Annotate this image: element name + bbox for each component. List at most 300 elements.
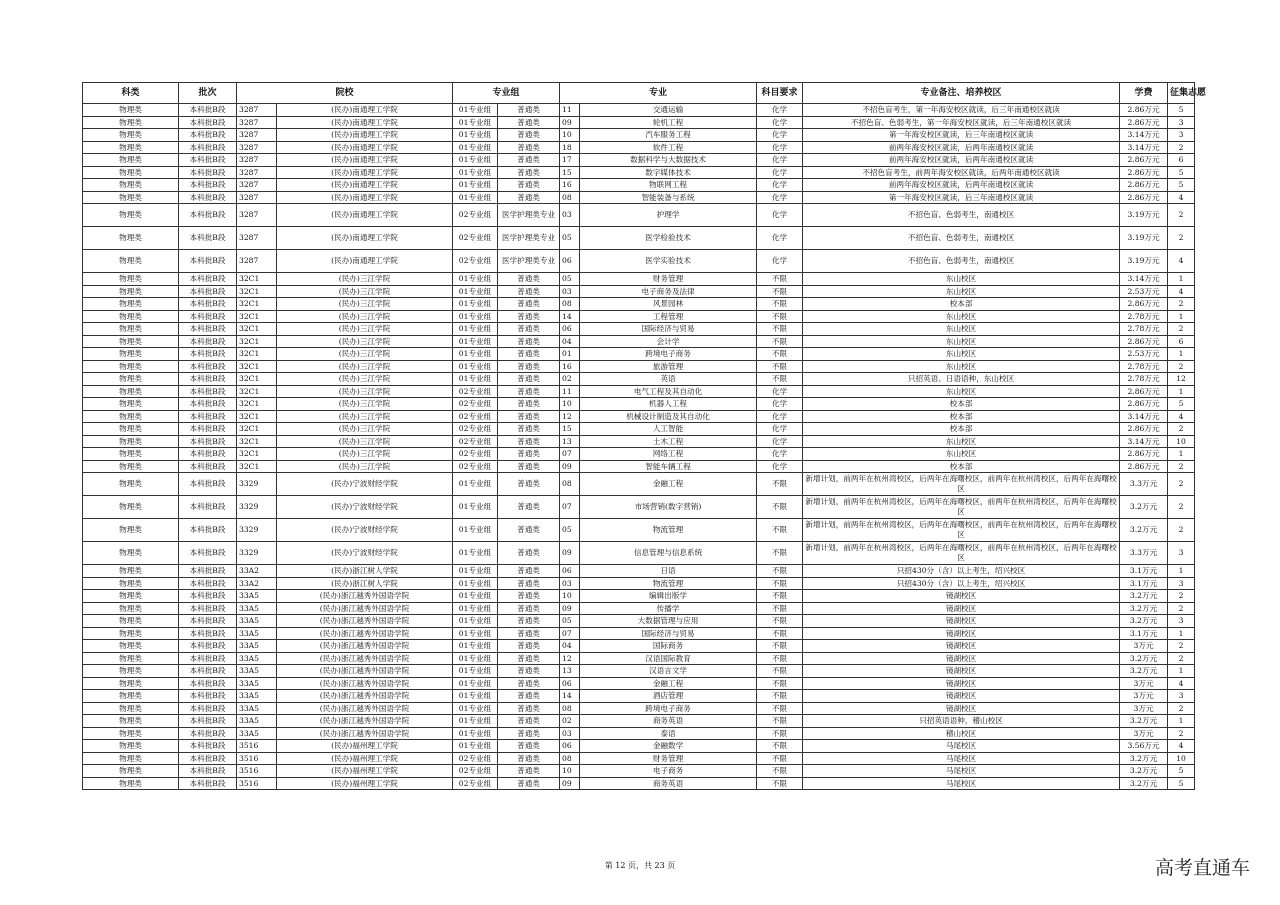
cell-tuition: 3.14万元 xyxy=(1120,435,1168,448)
cell-solicit-count: 2 xyxy=(1168,640,1195,653)
cell-tuition: 2.86万元 xyxy=(1120,298,1168,311)
cell-notes: 不招色盲、色弱考生，第一年海安校区就读，后三年南通校区就读 xyxy=(803,116,1120,129)
table-row xyxy=(83,360,1195,373)
cell-major-name: 物流管理 xyxy=(580,577,757,590)
cell-category: 物理类 xyxy=(83,652,179,665)
cell-subject-requirement: 不限 xyxy=(757,677,803,690)
cell-group: 01专业组 xyxy=(453,565,498,578)
cell-school-code: 33A2 xyxy=(237,565,277,578)
cell-school-name: (民办)浙江越秀外国语学院 xyxy=(277,640,453,653)
cell-school-name: (民办)三江学院 xyxy=(277,323,453,336)
cell-major-code: 09 xyxy=(560,602,580,615)
cell-group: 01专业组 xyxy=(453,677,498,690)
cell-group-type: 普通类 xyxy=(498,519,560,542)
cell-major-name: 金融工程 xyxy=(580,473,757,496)
cell-category: 物理类 xyxy=(83,166,179,179)
cell-group: 01专业组 xyxy=(453,665,498,678)
cell-major-code: 15 xyxy=(560,166,580,179)
cell-notes: 校本部 xyxy=(803,410,1120,423)
cell-school-name: (民办)南通理工学院 xyxy=(277,116,453,129)
cell-group: 01专业组 xyxy=(453,577,498,590)
cell-notes: 镜湖校区 xyxy=(803,690,1120,703)
cell-solicit-count: 2 xyxy=(1168,519,1195,542)
cell-solicit-count: 2 xyxy=(1168,204,1195,227)
cell-major-name: 国际经济与贸易 xyxy=(580,323,757,336)
cell-category: 物理类 xyxy=(83,179,179,192)
cell-school-name: (民办)浙江越秀外国语学院 xyxy=(277,602,453,615)
cell-solicit-count: 1 xyxy=(1168,565,1195,578)
table-row xyxy=(83,154,1195,167)
cell-school-code: 3329 xyxy=(237,542,277,565)
cell-notes: 东山校区 xyxy=(803,285,1120,298)
header-tuition: 学费 xyxy=(1120,83,1168,104)
cell-tuition: 3.19万元 xyxy=(1120,227,1168,250)
cell-solicit-count: 4 xyxy=(1168,191,1195,204)
cell-subject-requirement: 化学 xyxy=(757,116,803,129)
cell-group: 02专业组 xyxy=(453,435,498,448)
cell-school-code: 33A5 xyxy=(237,690,277,703)
table-row xyxy=(83,250,1195,273)
table-row xyxy=(83,273,1195,286)
cell-group: 02专业组 xyxy=(453,398,498,411)
cell-group-type: 普通类 xyxy=(498,702,560,715)
cell-group: 01专业组 xyxy=(453,273,498,286)
cell-major-name: 国际商务 xyxy=(580,640,757,653)
header-batch: 批次 xyxy=(179,83,237,104)
cell-school-code: 33A5 xyxy=(237,677,277,690)
cell-subject-requirement: 不限 xyxy=(757,496,803,519)
cell-batch: 本科批B段 xyxy=(179,166,237,179)
cell-subject-requirement: 化学 xyxy=(757,166,803,179)
watermark: 高考直通车 xyxy=(1154,857,1250,879)
cell-solicit-count: 4 xyxy=(1168,740,1195,753)
cell-school-code: 33A5 xyxy=(237,627,277,640)
cell-tuition: 3.3万元 xyxy=(1120,473,1168,496)
cell-notes: 东山校区 xyxy=(803,435,1120,448)
cell-tuition: 3.19万元 xyxy=(1120,250,1168,273)
cell-solicit-count: 2 xyxy=(1168,141,1195,154)
cell-subject-requirement: 不限 xyxy=(757,348,803,361)
cell-school-code: 32C1 xyxy=(237,398,277,411)
cell-school-code: 32C1 xyxy=(237,460,277,473)
cell-notes: 东山校区 xyxy=(803,448,1120,461)
cell-notes: 前两年海安校区就读，后两年南通校区就读 xyxy=(803,141,1120,154)
cell-notes: 马尾校区 xyxy=(803,752,1120,765)
cell-notes: 镜湖校区 xyxy=(803,615,1120,628)
cell-major-code: 02 xyxy=(560,373,580,386)
cell-category: 物理类 xyxy=(83,204,179,227)
cell-category: 物理类 xyxy=(83,473,179,496)
cell-major-name: 金融工程 xyxy=(580,677,757,690)
cell-tuition: 3.2万元 xyxy=(1120,602,1168,615)
cell-batch: 本科批B段 xyxy=(179,285,237,298)
cell-tuition: 3万元 xyxy=(1120,677,1168,690)
cell-subject-requirement: 不限 xyxy=(757,702,803,715)
cell-solicit-count: 2 xyxy=(1168,323,1195,336)
cell-major-name: 护理学 xyxy=(580,204,757,227)
cell-major-code: 05 xyxy=(560,273,580,286)
cell-major-name: 风景园林 xyxy=(580,298,757,311)
cell-school-name: (民办)浙江越秀外国语学院 xyxy=(277,702,453,715)
cell-subject-requirement: 不限 xyxy=(757,335,803,348)
cell-tuition: 2.53万元 xyxy=(1120,348,1168,361)
cell-major-code: 08 xyxy=(560,702,580,715)
cell-notes: 校本部 xyxy=(803,398,1120,411)
cell-notes: 马尾校区 xyxy=(803,765,1120,778)
cell-group-type: 普通类 xyxy=(498,727,560,740)
cell-solicit-count: 3 xyxy=(1168,116,1195,129)
cell-school-name: (民办)南通理工学院 xyxy=(277,154,453,167)
cell-subject-requirement: 不限 xyxy=(757,373,803,386)
cell-major-name: 智能装备与系统 xyxy=(580,191,757,204)
table-row xyxy=(83,423,1195,436)
table-row xyxy=(83,129,1195,142)
table-row xyxy=(83,652,1195,665)
cell-tuition: 2.86万元 xyxy=(1120,385,1168,398)
cell-subject-requirement: 化学 xyxy=(757,410,803,423)
cell-school-code: 32C1 xyxy=(237,448,277,461)
table-row xyxy=(83,727,1195,740)
cell-school-code: 32C1 xyxy=(237,373,277,386)
cell-category: 物理类 xyxy=(83,423,179,436)
cell-school-name: (民办)南通理工学院 xyxy=(277,191,453,204)
cell-school-code: 32C1 xyxy=(237,273,277,286)
cell-notes: 东山校区 xyxy=(803,385,1120,398)
table-row xyxy=(83,496,1195,519)
cell-notes: 只招430分（含）以上考生，绍兴校区 xyxy=(803,577,1120,590)
cell-subject-requirement: 化学 xyxy=(757,227,803,250)
cell-batch: 本科批B段 xyxy=(179,665,237,678)
cell-batch: 本科批B段 xyxy=(179,542,237,565)
cell-category: 物理类 xyxy=(83,677,179,690)
cell-notes: 不招色盲、色弱考生，南通校区 xyxy=(803,204,1120,227)
cell-notes: 新增计划，前两年在杭州湾校区，后两年在海曙校区，前两年在杭州湾校区，后两年在海曙校区 xyxy=(803,473,1120,496)
cell-major-name: 物联网工程 xyxy=(580,179,757,192)
cell-subject-requirement: 不限 xyxy=(757,360,803,373)
cell-school-code: 3287 xyxy=(237,179,277,192)
cell-batch: 本科批B段 xyxy=(179,373,237,386)
cell-category: 物理类 xyxy=(83,273,179,286)
cell-batch: 本科批B段 xyxy=(179,398,237,411)
cell-group: 01专业组 xyxy=(453,702,498,715)
cell-major-name: 金融数学 xyxy=(580,740,757,753)
cell-major-name: 电气工程及其自动化 xyxy=(580,385,757,398)
cell-group: 01专业组 xyxy=(453,473,498,496)
cell-major-code: 10 xyxy=(560,398,580,411)
cell-tuition: 3.2万元 xyxy=(1120,715,1168,728)
cell-batch: 本科批B段 xyxy=(179,727,237,740)
cell-school-name: (民办)南通理工学院 xyxy=(277,227,453,250)
cell-major-code: 06 xyxy=(560,677,580,690)
table-row xyxy=(83,204,1195,227)
cell-notes: 校本部 xyxy=(803,460,1120,473)
cell-category: 物理类 xyxy=(83,335,179,348)
cell-category: 物理类 xyxy=(83,154,179,167)
cell-tuition: 3.2万元 xyxy=(1120,777,1168,790)
cell-major-name: 汉语言文学 xyxy=(580,665,757,678)
cell-group: 01专业组 xyxy=(453,323,498,336)
table-row xyxy=(83,677,1195,690)
table-row xyxy=(83,116,1195,129)
cell-major-name: 电子商务 xyxy=(580,765,757,778)
table-row xyxy=(83,765,1195,778)
cell-solicit-count: 2 xyxy=(1168,460,1195,473)
cell-batch: 本科批B段 xyxy=(179,496,237,519)
cell-major-code: 06 xyxy=(560,323,580,336)
cell-solicit-count: 1 xyxy=(1168,665,1195,678)
cell-school-code: 33A5 xyxy=(237,702,277,715)
cell-major-name: 医学实验技术 xyxy=(580,250,757,273)
cell-group-type: 普通类 xyxy=(498,473,560,496)
cell-group-type: 普通类 xyxy=(498,310,560,323)
cell-subject-requirement: 化学 xyxy=(757,129,803,142)
cell-tuition: 3.14万元 xyxy=(1120,129,1168,142)
cell-group-type: 普通类 xyxy=(498,590,560,603)
cell-group-type: 普通类 xyxy=(498,129,560,142)
cell-solicit-count: 2 xyxy=(1168,702,1195,715)
cell-major-code: 05 xyxy=(560,519,580,542)
cell-notes: 马尾校区 xyxy=(803,777,1120,790)
cell-category: 物理类 xyxy=(83,227,179,250)
cell-subject-requirement: 不限 xyxy=(757,765,803,778)
cell-tuition: 2.86万元 xyxy=(1120,166,1168,179)
cell-school-code: 32C1 xyxy=(237,285,277,298)
cell-major-name: 智能车辆工程 xyxy=(580,460,757,473)
cell-category: 物理类 xyxy=(83,565,179,578)
cell-group: 01专业组 xyxy=(453,373,498,386)
cell-school-name: (民办)南通理工学院 xyxy=(277,166,453,179)
cell-notes: 镜湖校区 xyxy=(803,665,1120,678)
cell-group: 02专业组 xyxy=(453,765,498,778)
cell-major-name: 跨境电子商务 xyxy=(580,702,757,715)
cell-group: 01专业组 xyxy=(453,652,498,665)
cell-major-code: 03 xyxy=(560,577,580,590)
cell-major-code: 18 xyxy=(560,141,580,154)
table-row xyxy=(83,777,1195,790)
cell-major-code: 10 xyxy=(560,765,580,778)
table-row xyxy=(83,191,1195,204)
admission-table xyxy=(82,82,1207,790)
cell-notes: 第一年海安校区就读，后三年南通校区就读 xyxy=(803,129,1120,142)
cell-school-code: 3287 xyxy=(237,250,277,273)
cell-subject-requirement: 不限 xyxy=(757,752,803,765)
cell-subject-requirement: 不限 xyxy=(757,740,803,753)
cell-category: 物理类 xyxy=(83,360,179,373)
cell-group-type: 普通类 xyxy=(498,285,560,298)
cell-batch: 本科批B段 xyxy=(179,323,237,336)
cell-notes: 东山校区 xyxy=(803,348,1120,361)
cell-school-code: 33A5 xyxy=(237,640,277,653)
cell-major-code: 16 xyxy=(560,360,580,373)
cell-group: 02专业组 xyxy=(453,423,498,436)
cell-group-type: 普通类 xyxy=(498,435,560,448)
header-major-group: 专业组 xyxy=(453,83,560,104)
cell-category: 物理类 xyxy=(83,690,179,703)
cell-batch: 本科批B段 xyxy=(179,410,237,423)
cell-batch: 本科批B段 xyxy=(179,348,237,361)
cell-category: 物理类 xyxy=(83,385,179,398)
cell-notes: 校本部 xyxy=(803,423,1120,436)
cell-major-code: 02 xyxy=(560,715,580,728)
cell-school-name: (民办)三江学院 xyxy=(277,285,453,298)
cell-tuition: 3.1万元 xyxy=(1120,627,1168,640)
table-row xyxy=(83,740,1195,753)
cell-tuition: 2.78万元 xyxy=(1120,360,1168,373)
cell-major-name: 国际经济与贸易 xyxy=(580,627,757,640)
cell-school-name: (民办)南通理工学院 xyxy=(277,104,453,117)
cell-major-code: 07 xyxy=(560,448,580,461)
cell-notes: 前两年海安校区就读，后两年南通校区就读 xyxy=(803,179,1120,192)
cell-solicit-count: 2 xyxy=(1168,727,1195,740)
cell-school-code: 3329 xyxy=(237,473,277,496)
cell-subject-requirement: 化学 xyxy=(757,423,803,436)
cell-school-name: (民办)南通理工学院 xyxy=(277,129,453,142)
cell-major-code: 10 xyxy=(560,129,580,142)
cell-notes: 校本部 xyxy=(803,298,1120,311)
table-row xyxy=(83,665,1195,678)
cell-batch: 本科批B段 xyxy=(179,273,237,286)
cell-group-type: 普通类 xyxy=(498,752,560,765)
cell-school-code: 33A5 xyxy=(237,615,277,628)
cell-school-code: 3287 xyxy=(237,141,277,154)
cell-group-type: 普通类 xyxy=(498,496,560,519)
cell-batch: 本科批B段 xyxy=(179,640,237,653)
cell-school-name: (民办)南通理工学院 xyxy=(277,179,453,192)
table-row xyxy=(83,298,1195,311)
cell-school-name: (民办)浙江越秀外国语学院 xyxy=(277,652,453,665)
cell-major-name: 大数据管理与应用 xyxy=(580,615,757,628)
table-row xyxy=(83,627,1195,640)
cell-tuition: 3.14万元 xyxy=(1120,273,1168,286)
cell-group-type: 普通类 xyxy=(498,627,560,640)
cell-batch: 本科批B段 xyxy=(179,627,237,640)
cell-solicit-count: 2 xyxy=(1168,602,1195,615)
cell-school-name: (民办)三江学院 xyxy=(277,273,453,286)
cell-category: 物理类 xyxy=(83,410,179,423)
table-row xyxy=(83,690,1195,703)
cell-group-type: 普通类 xyxy=(498,640,560,653)
cell-solicit-count: 12 xyxy=(1168,373,1195,386)
page-footer: 第 12 页，共 23 页 xyxy=(604,861,676,870)
table-row xyxy=(83,310,1195,323)
cell-group-type: 普通类 xyxy=(498,615,560,628)
cell-batch: 本科批B段 xyxy=(179,385,237,398)
cell-school-name: (民办)南通理工学院 xyxy=(277,250,453,273)
cell-major-name: 汽车服务工程 xyxy=(580,129,757,142)
cell-tuition: 2.86万元 xyxy=(1120,448,1168,461)
cell-category: 物理类 xyxy=(83,496,179,519)
cell-major-code: 07 xyxy=(560,627,580,640)
cell-school-code: 33A5 xyxy=(237,727,277,740)
table-row xyxy=(83,460,1195,473)
cell-group-type: 普通类 xyxy=(498,348,560,361)
cell-solicit-count: 3 xyxy=(1168,690,1195,703)
cell-tuition: 3.3万元 xyxy=(1120,542,1168,565)
cell-major-code: 06 xyxy=(560,740,580,753)
cell-category: 物理类 xyxy=(83,250,179,273)
cell-solicit-count: 1 xyxy=(1168,627,1195,640)
cell-batch: 本科批B段 xyxy=(179,777,237,790)
cell-group: 02专业组 xyxy=(453,777,498,790)
cell-solicit-count: 4 xyxy=(1168,677,1195,690)
cell-group-type: 普通类 xyxy=(498,154,560,167)
cell-major-name: 市场营销(数字营销) xyxy=(580,496,757,519)
cell-subject-requirement: 不限 xyxy=(757,627,803,640)
cell-solicit-count: 1 xyxy=(1168,273,1195,286)
table-row xyxy=(83,565,1195,578)
cell-group-type: 普通类 xyxy=(498,398,560,411)
cell-group: 01专业组 xyxy=(453,715,498,728)
cell-notes: 东山校区 xyxy=(803,273,1120,286)
cell-group-type: 普通类 xyxy=(498,602,560,615)
table-header-row xyxy=(83,83,1195,104)
cell-tuition: 3.19万元 xyxy=(1120,204,1168,227)
cell-subject-requirement: 不限 xyxy=(757,473,803,496)
table-body xyxy=(83,104,1195,790)
cell-group: 01专业组 xyxy=(453,166,498,179)
cell-group-type: 普通类 xyxy=(498,385,560,398)
cell-batch: 本科批B段 xyxy=(179,250,237,273)
cell-solicit-count: 3 xyxy=(1168,129,1195,142)
table-row xyxy=(83,141,1195,154)
cell-tuition: 2.86万元 xyxy=(1120,104,1168,117)
cell-major-code: 11 xyxy=(560,104,580,117)
cell-subject-requirement: 不限 xyxy=(757,652,803,665)
cell-major-code: 14 xyxy=(560,690,580,703)
cell-school-name: (民办)浙江越秀外国语学院 xyxy=(277,677,453,690)
cell-school-name: (民办)浙江树人学院 xyxy=(277,577,453,590)
cell-solicit-count: 1 xyxy=(1168,310,1195,323)
cell-batch: 本科批B段 xyxy=(179,360,237,373)
cell-school-name: (民办)三江学院 xyxy=(277,385,453,398)
cell-group: 01专业组 xyxy=(453,116,498,129)
cell-tuition: 3万元 xyxy=(1120,702,1168,715)
cell-school-code: 33A5 xyxy=(237,602,277,615)
cell-solicit-count: 1 xyxy=(1168,348,1195,361)
cell-major-code: 05 xyxy=(560,615,580,628)
cell-school-code: 33A5 xyxy=(237,665,277,678)
cell-school-code: 3287 xyxy=(237,166,277,179)
cell-school-code: 32C1 xyxy=(237,335,277,348)
cell-group-type: 普通类 xyxy=(498,166,560,179)
cell-group-type: 普通类 xyxy=(498,577,560,590)
cell-solicit-count: 3 xyxy=(1168,542,1195,565)
cell-notes: 前两年海安校区就读，后两年南通校区就读 xyxy=(803,154,1120,167)
cell-subject-requirement: 不限 xyxy=(757,577,803,590)
table-row xyxy=(83,702,1195,715)
cell-group: 02专业组 xyxy=(453,227,498,250)
cell-notes: 东山校区 xyxy=(803,335,1120,348)
table-row xyxy=(83,615,1195,628)
cell-category: 物理类 xyxy=(83,777,179,790)
cell-school-code: 32C1 xyxy=(237,423,277,436)
cell-school-name: (民办)福州理工学院 xyxy=(277,765,453,778)
cell-category: 物理类 xyxy=(83,310,179,323)
cell-major-name: 机械设计制造及其自动化 xyxy=(580,410,757,423)
cell-solicit-count: 6 xyxy=(1168,335,1195,348)
table-row xyxy=(83,373,1195,386)
cell-notes: 只招430分（含）以上考生，绍兴校区 xyxy=(803,565,1120,578)
cell-school-code: 32C1 xyxy=(237,298,277,311)
table-row xyxy=(83,179,1195,192)
cell-major-code: 06 xyxy=(560,250,580,273)
cell-subject-requirement: 不限 xyxy=(757,602,803,615)
cell-tuition: 3.14万元 xyxy=(1120,141,1168,154)
cell-school-code: 3287 xyxy=(237,191,277,204)
cell-group: 01专业组 xyxy=(453,690,498,703)
cell-batch: 本科批B段 xyxy=(179,191,237,204)
cell-group: 01专业组 xyxy=(453,129,498,142)
